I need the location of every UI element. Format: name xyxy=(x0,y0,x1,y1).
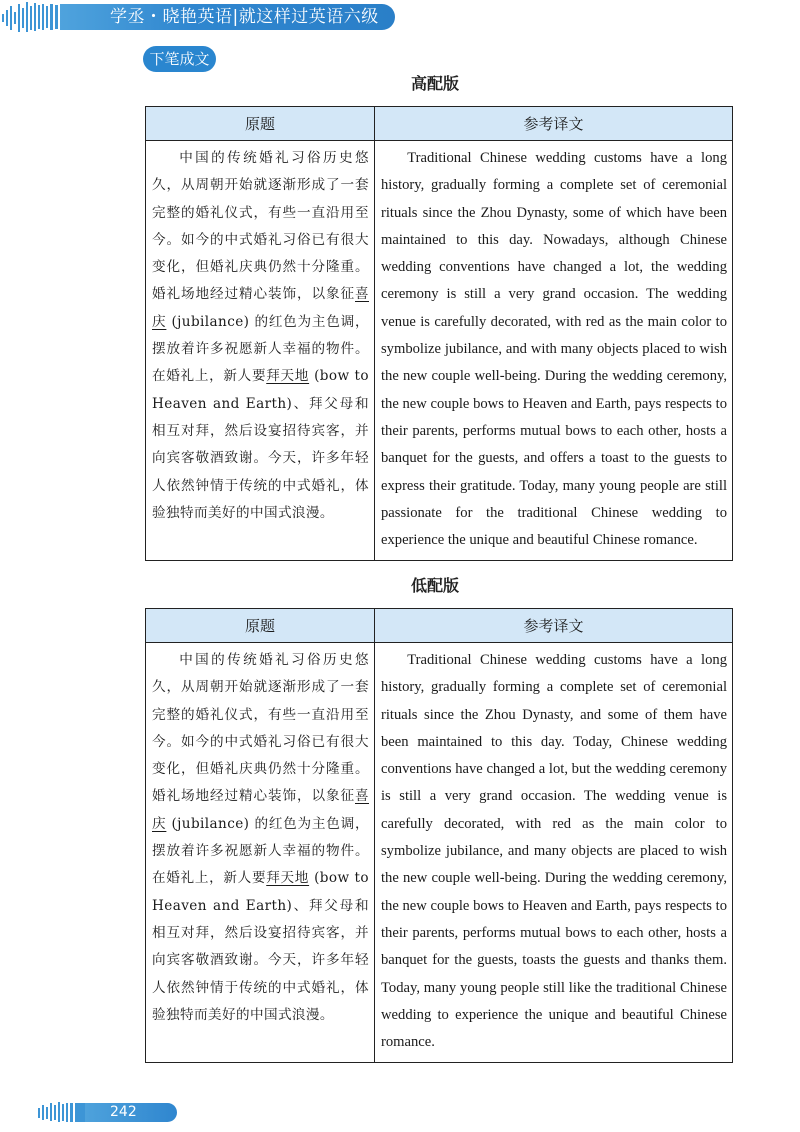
translation-cell xyxy=(375,643,733,1063)
translation-text: Traditional Chinese wedding customs have a long history, gradually forming a complete set of ceremonial rituals since the Zhou Dynasty, some of which have been maintained to this day. Nowadays, although Chinese wedding conventions have changed a lot, the wedding ceremony is still a very grand occasion. The wedding venue is carefully decorated, with red as the main color to symbolize jubilance, and with many objects placed to wish the new couple well-being. During the wedding ceremony, the new couple bows to Heaven and Earth, pays respects to their parents, performs mutual bows to each other, hosts a banquet for the guests, and offers a toast to the guests to express their gratitude. Today, many young people are still passionate for the traditional Chinese wedding to experience the unique and beautiful Chinese romance. xyxy=(381,150,727,549)
table-header-row xyxy=(146,107,733,141)
low-version-table xyxy=(145,608,733,1063)
book-title: 学丞・晓艳英语|就这样过英语六级 xyxy=(110,7,379,27)
source-text xyxy=(152,647,369,1029)
low-version-title: 低配版 xyxy=(410,576,459,595)
underlined-term: 喜庆 xyxy=(152,788,369,832)
underlined-term: 拜天地 xyxy=(266,870,310,887)
column-header-translation: 参考译文 xyxy=(375,609,733,643)
book-banner xyxy=(0,0,800,34)
page-number: 242 xyxy=(110,1104,137,1120)
high-version-title: 高配版 xyxy=(410,74,459,93)
table-header-row xyxy=(146,609,733,643)
column-header-source: 原题 xyxy=(146,107,375,141)
source-text-part: 中国的传统婚礼习俗历史悠久，从周朝开始就逐渐形成了一套完整的婚礼仪式，有些一直沿用至今。如今的中式婚礼习俗已有很大变化，但婚礼庆典仍然十分隆重。婚礼场地经过精心装饰，以象征 xyxy=(152,150,369,303)
table-row xyxy=(146,643,733,1063)
underlined-term: 拜天地 xyxy=(266,368,310,385)
source-text-part: (bow to Heaven and Earth)、拜父母和相互对拜，然后设宴招待宾客，并向宾客敬酒致谢。今天，许多年轻人依然钟情于传统的中式婚礼，体验独特而美好的中国式浪漫。 xyxy=(152,368,369,521)
translation-text: Traditional Chinese wedding customs have a long history, gradually forming a complete set of ceremonial rituals since the Zhou Dynasty, and some of them have been maintained to this day. Today, Chinese wedding conventions have changed a lot, but the wedding ceremony is still a very grand occasion. The wedding venue is carefully decorated, with red as the main color to symbolize jubilance, and many objects are placed to wish the new couple well-being. During the wedding ceremony, the new couple bows to Heaven and Earth, pays respects to their parents, performs mutual bows to each other, hosts a banquet for the guests, toasts the guests and thanks them. Today, many young people still like the traditional Chinese wedding to experience the unique and beautiful Chinese romance. xyxy=(381,652,727,1051)
high-version-table xyxy=(145,106,733,561)
column-header-translation: 参考译文 xyxy=(375,107,733,141)
translation-cell xyxy=(375,141,733,561)
source-text-part: (jubilance) 的红色为主色调，摆放着许多祝愿新人幸福的物件。在婚礼上，新人要 xyxy=(152,815,369,887)
table-row xyxy=(146,141,733,561)
column-header-source: 原题 xyxy=(146,609,375,643)
footer-wave-decoration xyxy=(0,1100,90,1124)
source-text-part: 中国的传统婚礼习俗历史悠久，从周朝开始就逐渐形成了一套完整的婚礼仪式，有些一直沿用至今。如今的中式婚礼习俗已有很大变化，但婚礼庆典仍然十分隆重。婚礼场地经过精心装饰，以象征 xyxy=(152,652,369,805)
underlined-term: 喜庆 xyxy=(152,286,369,330)
source-text xyxy=(152,145,369,527)
source-text-part: (bow to Heaven and Earth)、拜父母和相互对拜，然后设宴招待宾客，并向宾客敬酒致谢。今天，许多年轻人依然钟情于传统的中式婚礼，体验独特而美好的中国式浪漫。 xyxy=(152,870,369,1023)
page-number-bar xyxy=(0,1100,180,1124)
source-text-part: (jubilance) 的红色为主色调，摆放着许多祝愿新人幸福的物件。在婚礼上，新人要 xyxy=(152,313,369,385)
section-tag: 下笔成文 xyxy=(143,46,216,72)
source-cell xyxy=(146,141,375,561)
source-cell xyxy=(146,643,375,1063)
